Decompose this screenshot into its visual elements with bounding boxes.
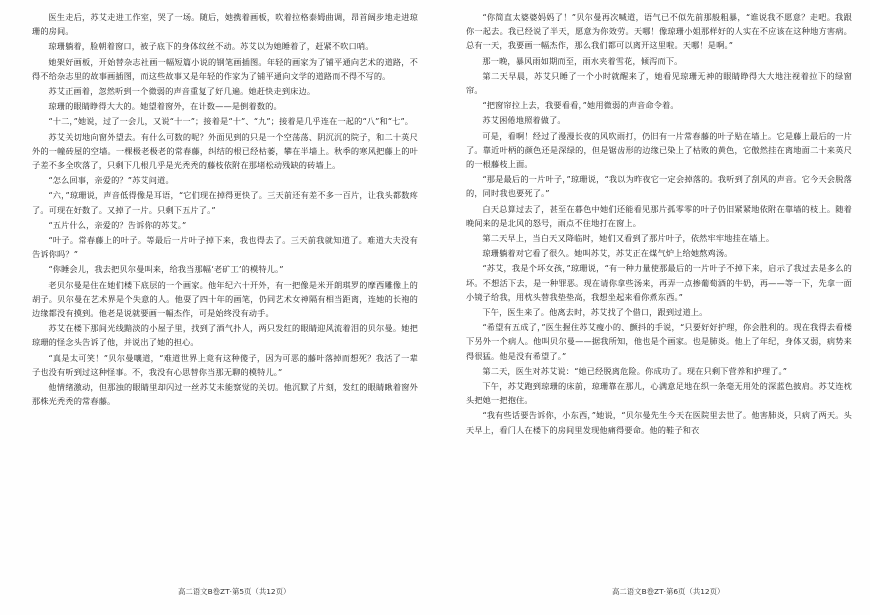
paragraph: “十二，”她说，过了一会儿，又说“十一”；接着是“十”、“九”；接着是几乎连在一起的“八”和“七”。 <box>48 116 414 127</box>
paragraph: 下午，苏艾跑到琼珊的床前，琼珊靠在那儿，心满意足地在织一条毫无用处的深蓝色披肩。苏艾连枕头把她一把抱住。 <box>466 381 852 406</box>
page-footer-left: 高二语文B卷ZT·第5页（共12页） <box>178 587 291 596</box>
paragraph: 琼珊躺着对它看了很久。她叫苏艾，苏艾正在煤气炉上给她熬鸡汤。 <box>482 248 733 259</box>
paragraph: “怎么回事，亲爱的？”苏艾问道。 <box>48 175 174 186</box>
paragraph: “六，”琼珊说，声音低得像是耳语，“它们现在掉得更快了。三天前还有差不多一百片，让我头都数疼了。可现在好数了。又掉了一片。只剩下五片了。” <box>32 190 418 215</box>
paragraph: 医生走后，苏艾走进工作室，哭了一场。随后，她携着画板，吹着拉格泰姆曲调，昂首阔步地走进琼珊的房间。 <box>32 12 418 37</box>
paragraph: “真是太可笑！”贝尔曼嚷道，“难道世界上竟有这种傻子，因为可恶的藤叶落掉而想死？我活了一辈子也没有听到过这种怪事。不，我没有心思替你当那无聊的模特儿。” <box>32 352 418 377</box>
left-page-column <box>32 10 418 578</box>
paragraph: 白天总算过去了，甚至在暮色中她们还能看见那片孤零零的叶子仍旧紧紧地依附在靠墙的枝上。随着晚间来的是北风的怒号，雨点不住地打在窗上。 <box>466 203 852 228</box>
paragraph: 可是，看啊！经过了漫漫长夜的风吹雨打，仍旧有一片常春藤的叶子贴在墙上。它是藤上最后的一片了。靠近叶柄的颜色还是深绿的，但是锯齿形的边缘已染上了枯败的黄色，它傲然挂在离地面二十来英尺的一根藤枝上面。 <box>466 130 852 170</box>
paragraph: 下午，医生来了。他离去时，苏艾找了个借口，跟到过道上。 <box>482 307 708 318</box>
right-page-column <box>466 10 852 578</box>
paragraph: 琼珊躺着，脸朝着窗口，被子底下的身体纹丝不动。苏艾以为她睡着了，赶紧不吹口哨。 <box>48 41 374 52</box>
paragraph: 苏艾关切地向窗外望去。有什么可数的呢？外面见到的只是一个空荡荡、阴沉沉的院子，和二十英尺外的一幢砖屋的空墙。一棵极老极老的常春藤，纠结的根已经枯萎，攀在半墙上。秋季的寒风把藤上的叶子差不多全吹落了，只剩下几根几乎是光秃秃的藤枝依附在那堵松动残缺的砖墙上。 <box>32 131 418 171</box>
paragraph: 她架好画板，开始替杂志社画一幅短篇小说的钢笔画插图。年轻的画家为了铺平通向艺术的道路，不得不给杂志里的故事画插图，而这些故事又是年轻的作家为了铺平通向文学的道路而不得不写的。 <box>32 56 418 81</box>
paragraph: “五片什么，亲爱的？告诉你的苏艾。” <box>48 219 187 230</box>
paragraph: 苏艾正画着，忽然听到一个微弱的声音重复了好几遍。她赶快走到床边。 <box>48 86 316 97</box>
paragraph: “苏艾，我是个坏女孩，”琼珊说，“有一种力量使那最后的一片叶子不掉下来，启示了我过去是多么的坏。不想活下去，是一种罪恶。现在请你拿些汤来，再弄一点掺葡萄酒的牛奶，再——等一下，先拿一面小镜子给我，用枕头替我垫垫高，我想坐起来看你煮东西。” <box>466 263 852 302</box>
paragraph: 他情绪激动，但那浊的眼睛里却闪过一丝苏艾未能察觉的关切。他沉默了片刻，发红的眼睛瞅着窗外那株光秃秃的常春藤。 <box>32 382 418 407</box>
paragraph: 那一晚，暴风雨如期而至，雨水夹着雪花，倾泻而下。 <box>482 55 683 66</box>
paragraph: 苏艾在楼下那间光线黯淡的小屋子里，找到了酒气扑人，两只发红的眼睛迎风流着泪的贝尔曼。她把琼珊的怪念头告诉了他，并说出了她的担心。 <box>32 323 418 348</box>
paragraph: 第二天，医生对苏艾说：“她已经脱离危险。你成功了。现在只剩下营养和护理了。” <box>482 365 788 376</box>
paragraph: “把窗帘拉上去，我要看看，”她用微弱的声音命令着。 <box>482 100 679 111</box>
paragraph: “叶子。常春藤上的叶子。等最后一片叶子掉下来，我也得去了。三天前我就知道了。难道大夫没有告诉你吗？” <box>32 235 418 260</box>
paragraph: 第二天早晨，苏艾只睡了一个小时就醒来了，她看见琼珊无神的眼睛睁得大大地注视着拉下的绿窗帘。 <box>466 70 852 96</box>
paragraph: “你简直太婆婆妈妈了！”贝尔曼再次喊道，语气已不似先前那般粗暴，“谁说我不愿意？走吧。我跟你一起去。我已经说了半天，愿意为你效劳。天哪！像琼珊小姐那样好的人实在不应该在这种地方害病。总有一天，我要画一幅杰作，那么我们都可以离开这里啦。天哪！是啊。” <box>466 12 852 51</box>
paragraph: 第二天早上，当白天又降临时，她们又看到了那片叶子，依然牢牢地挂在墙上。 <box>482 233 775 244</box>
paragraph: “希望有五成了，”医生握住苏艾瘦小的、颤抖的手说，“只要好好护理，你会胜利的。现在我得去看楼下另外一个病人。他叫贝尔曼——据我所知，他也是个画家。也是肺炎。他上了年纪，身体又弱，病势来得很猛。他是没有希望了。” <box>466 322 852 361</box>
page-footer-right: 高二语文B卷ZT·第6页（共12页） <box>612 587 725 596</box>
paragraph: “那是最后的一片叶子，”琼珊说，“我以为昨夜它一定会掉落的。我听到了刮风的声音。它今天会脱落的，同时我也要死了。” <box>466 174 852 199</box>
paragraph: 琼珊的眼睛睁得大大的。她望着窗外，在计数——是倒着数的。 <box>48 101 282 112</box>
paragraph: “我有些话要告诉你，小东西，”她说，“贝尔曼先生今天在医院里去世了。他害肺炎，只病了两天。头天早上，看门人在楼下的房间里发现他痛得要命。他的鞋子和衣 <box>466 410 852 435</box>
paragraph: “你睡会儿，我去把贝尔曼叫来，给我当那幅‘老矿工’的模特儿。” <box>48 264 284 275</box>
paragraph: 老贝尔曼是住在她们楼下底层的一个画家。他年纪六十开外，有一把像是米开朗琪罗的摩西雕像上的胡子。贝尔曼在艺术界是个失意的人。他耍了四十年的画笔，仍同艺术女神隔有相当距离，连她的长袍的边缘都没有摸到。他老是说就要画一幅杰作，可是始终没有动手。 <box>32 279 418 319</box>
paragraph: 苏艾困倦地照着做了。 <box>482 115 566 126</box>
